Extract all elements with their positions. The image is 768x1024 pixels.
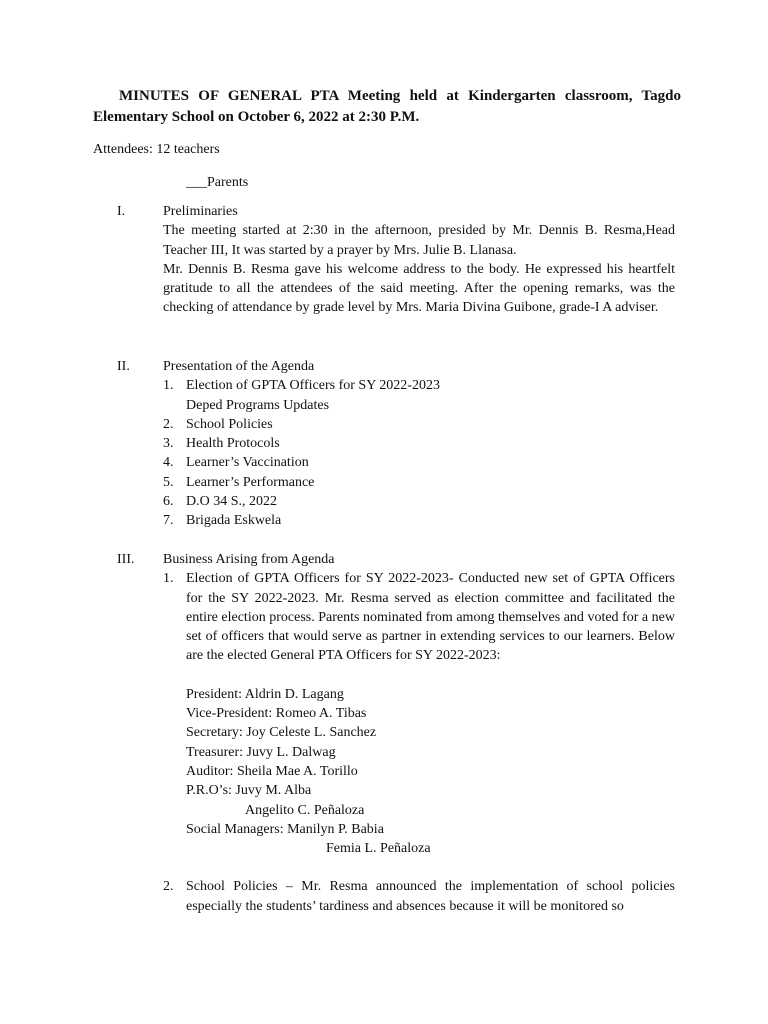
parents-line: ___Parents — [186, 175, 249, 190]
section-heading: Preliminaries — [163, 204, 238, 219]
agenda-list — [163, 376, 675, 530]
section-numeral: III. — [117, 552, 135, 567]
officer-president: President: Aldrin D. Lagang — [186, 686, 344, 702]
list-item: 2. School Policies – Mr. Resma announced the implementation of school policies especially the students’ tardiness and absences because it will be monitored so — [163, 877, 675, 916]
item-text: School Policies – Mr. Resma announced the implementation of school policies especially the students’ tardiness and absences because it will be monitored so — [186, 879, 675, 914]
list-item: 2. School Policies — [163, 416, 273, 432]
officer-pro: Angelito C. Peñaloza — [245, 802, 365, 818]
section-numeral: II. — [117, 359, 130, 374]
list-item: Deped Programs Updates — [186, 397, 330, 413]
minutes-title: MINUTES OF GENERAL PTA Meeting held at Kindergarten classroom, Tagdo Elementary School on October 6, 2022 at 2:30 P.M. — [93, 88, 681, 125]
list-item: 3. Health Protocols — [163, 436, 280, 452]
paragraph: Mr. Dennis B. Resma gave his welcome address to the body. He expressed his heartfelt gratitude to all the attendees of the said meeting. After the opening remarks, was the checking of attendance by grade level by Mrs. Maria Divina Guibone, grade-I A adviser. — [163, 261, 675, 316]
officer-secretary: Secretary: Joy Celeste L. Sanchez — [186, 725, 377, 741]
item-text: Election of GPTA Officers for SY 2022-2023- Conducted new set of GPTA Officers for the SY 2022-2023. Mr. Resma served as election committee and facilitated the entire election process. Parents nominated from among themselves and voted for a new set of officers that would serve as partner in extending services to our learners. Below are the elected General PTA Officers for SY 2022-2023: — [186, 571, 675, 664]
list-item: 5. Learner’s Performance — [163, 474, 315, 490]
list-item: 7. Brigada Eskwela — [163, 513, 282, 529]
officer-auditor: Auditor: Sheila Mae A. Torillo — [186, 763, 358, 779]
section-heading: Business Arising from Agenda — [163, 552, 335, 567]
list-item: 6. D.O 34 S., 2022 — [163, 494, 278, 510]
officer-vice-president: Vice-President: Romeo A. Tibas — [186, 706, 367, 722]
list-item: 1. Election of GPTA Officers for SY 2022-2023- Conducted new set of GPTA Officers for the SY 2022-2023. Mr. Resma served as election committee and facilitated the entire election process. Parents nominated from among themselves and voted for a new set of officers that would serve as partner in extending services to our learners. Below are the elected General PTA Officers for SY 2022-2023: President: Aldrin D. Lagang Vice-President: Romeo A. Tibas Secretary: Joy Celeste L. Sanchez Treasurer: Juvy L. Dalwag Auditor: Sheila Mae A. Torillo P.R.O’s: Juvy M. Alba Angelito C. Peñaloza Social Managers: Manilyn P. Babia Femia L. Peñaloza — [163, 569, 675, 877]
section-numeral: I. — [117, 204, 126, 219]
officer-pro: P.R.O’s: Juvy M. Alba — [186, 783, 312, 799]
officer-social-manager: Femia L. Peñaloza — [326, 841, 431, 857]
section-heading: Presentation of the Agenda — [163, 359, 315, 374]
attendees-line: Attendees: 12 teachers — [93, 142, 220, 157]
officers-list — [186, 685, 675, 859]
officer-social-manager: Social Managers: Manilyn P. Babia — [186, 821, 384, 837]
list-item: 4. Learner’s Vaccination — [163, 455, 309, 471]
officer-treasurer: Treasurer: Juvy L. Dalwag — [186, 744, 336, 760]
list-item: 1. Election of GPTA Officers for SY 2022-2023 — [163, 378, 440, 394]
business-list — [163, 569, 675, 916]
paragraph: The meeting started at 2:30 in the afternoon, presided by Mr. Dennis B. Resma,Head Teacher III, It was started by a prayer by Mrs. Julie B. Llanasa. — [163, 223, 675, 258]
